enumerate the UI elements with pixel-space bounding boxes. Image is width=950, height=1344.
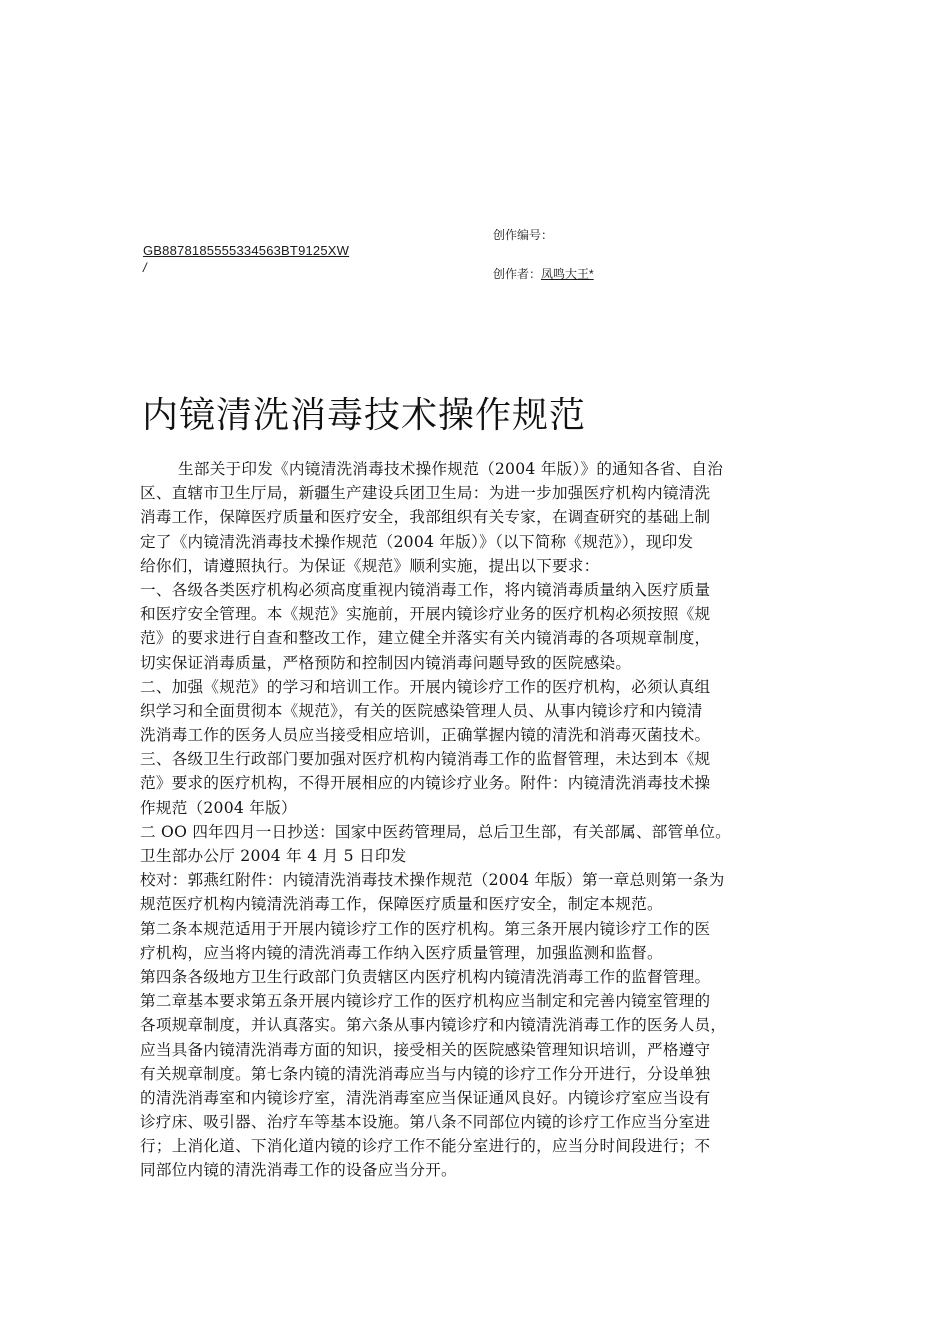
body-line: 生部关于印发《内镜清洗消毒技术操作规范（2004 年版）》的通知各省、自治 — [178, 460, 724, 478]
author-label: 创作者： — [493, 267, 542, 281]
body-line: 卫生部办公厅 2004 年 4 月 5 日印发 — [140, 847, 407, 865]
body-line: 范》要求的医疗机构，不得开展相应的内镜诊疗业务。附件：内镜清洗消毒技术操 — [140, 774, 711, 793]
body-line: 切实保证消毒质量，严格预防和控制因内镜消毒问题导致的医院感染。 — [140, 653, 632, 672]
body-line: 一、各级各类医疗机构必须高度重视内镜消毒工作，将内镜消毒质量纳入医疗质量 — [140, 580, 711, 599]
body-line: 校对：郭燕红附件：内镜清洗消毒技术操作规范（2004 年版）第一章总则第一条为 — [140, 871, 725, 890]
body-line: 给你们，请遵照执行。为保证《规范》顺利实施，提出以下要求： — [140, 556, 600, 575]
body-line: 各项规章制度，并认真落实。第六条从事内镜诊疗和内镜清洗消毒工作的医务人员， — [140, 1016, 727, 1035]
page-title: 内镜清洗消毒技术操作规范 — [142, 395, 587, 436]
body-line: 同部位内镜的清洗消毒工作的设备应当分开。 — [140, 1161, 457, 1180]
body-line: 诊疗床、吸引器、治疗车等基本设施。第八条不同部位内镜的诊疗工作应当分室进 — [140, 1113, 711, 1132]
body-line: 应当具备内镜清洗消毒方面的知识，接受相关的医院感染管理知识培训，严格遵守 — [140, 1040, 711, 1059]
body-line: 疗机构，应当将内镜的清洗消毒工作纳入医疗质量管理，加强监测和监督。 — [140, 943, 663, 962]
body-line: 二、加强《规范》的学习和培训工作。开展内镜诊疗工作的医疗机构，必须认真组 — [140, 677, 711, 696]
body-line: 的清洗消毒室和内镜诊疗室，清洗消毒室应当保证通风良好。内镜诊疗室应当设有 — [140, 1088, 711, 1107]
document-code-suffix: / — [143, 260, 147, 275]
body-line: 作规范（2004 年版） — [140, 798, 297, 817]
body-line: 洗消毒工作的医务人员应当接受相应培训，正确掌握内镜的清洗和消毒灭菌技术。 — [140, 726, 711, 745]
body-line: 有关规章制度。第七条内镜的清洗消毒应当与内镜的诊疗工作分开进行，分设单独 — [140, 1064, 711, 1083]
creation-number-label: 创作编号： — [493, 228, 554, 242]
body-line: 三、各级卫生行政部门要加强对医疗机构内镜消毒工作的监督管理，未达到本《规 — [140, 750, 711, 769]
author-name: 凤鸣大王* — [541, 267, 594, 281]
body-line: 第四条各级地方卫生行政部门负责辖区内医疗机构内镜清洗消毒工作的监督管理。 — [140, 967, 711, 986]
body-line: 定了《内镜清洗消毒技术操作规范（2004 年版）》（以下简称《规范》），现印发 — [140, 532, 694, 551]
document-body — [140, 457, 780, 1183]
body-line: 和医疗安全管理。本《规范》实施前，开展内镜诊疗业务的医疗机构必须按照《规 — [140, 605, 711, 624]
body-line: 二 OO 四年四月一日抄送：国家中医药管理局，总后卫生部，有关部属、部管单位。 — [140, 822, 732, 841]
body-line: 范》的要求进行自查和整改工作，建立健全并落实有关内镜消毒的各项规章制度， — [140, 629, 711, 648]
body-line: 第二条本规范适用于开展内镜诊疗工作的医疗机构。第三条开展内镜诊疗工作的医 — [140, 919, 711, 938]
body-line: 行；上消化道、下消化道内镜的诊疗工作不能分室进行的，应当分时间段进行；不 — [140, 1137, 711, 1156]
body-line: 织学习和全面贯彻本《规范》，有关的医院感染管理人员、从事内镜诊疗和内镜清 — [140, 701, 703, 720]
body-line: 规范医疗机构内镜清洗消毒工作，保障医疗质量和医疗安全，制定本规范。 — [140, 895, 663, 914]
document-code: GB8878185555334563BT9125XW — [143, 243, 350, 258]
author-line — [493, 265, 594, 282]
body-line: 第二章基本要求第五条开展内镜诊疗工作的医疗机构应当制定和完善内镜室管理的 — [140, 992, 711, 1011]
body-line: 消毒工作，保障医疗质量和医疗安全，我部组织有关专家，在调查研究的基础上制 — [140, 508, 711, 527]
body-line: 区、直辖市卫生厅局，新疆生产建设兵团卫生局：为进一步加强医疗机构内镜清洗 — [140, 484, 711, 503]
